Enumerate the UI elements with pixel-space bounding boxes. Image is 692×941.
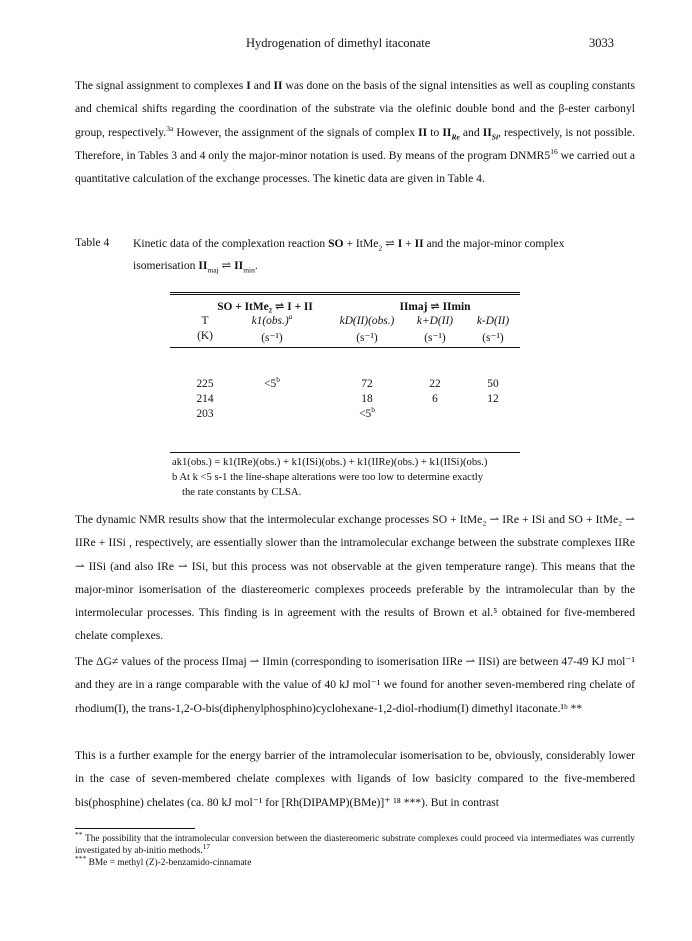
table-top-rule bbox=[170, 292, 520, 293]
table-note-b: b At k <5 s-1 the line-shape alterations were too low to determine exactly bbox=[172, 472, 484, 483]
col-header-T-unit: (K) bbox=[197, 330, 213, 342]
col-header-k1: $k1(obs.)^a$ bbox=[251, 312, 293, 327]
table-note-b-cont: the rate constants by CLSA. bbox=[182, 487, 302, 498]
page-number: 3033 bbox=[589, 36, 614, 50]
col-header-kplus-unit: (s⁻¹) bbox=[424, 332, 446, 344]
table-cell: 18 bbox=[361, 393, 373, 405]
col-header-T: T bbox=[201, 315, 209, 327]
group-header-complexation: SO + ItMe₂ ⇌ I + II bbox=[217, 301, 313, 313]
table-cell: 6 bbox=[432, 393, 438, 405]
col-header-kminus: k-D(II) bbox=[476, 315, 510, 327]
footnote-rule bbox=[75, 828, 195, 829]
table-cell: 22 bbox=[429, 378, 441, 390]
running-title: Hydrogenation of dimethyl itaconate bbox=[246, 36, 431, 50]
col-header-kminus-unit: (s⁻¹) bbox=[482, 332, 504, 344]
paragraph-2: The dynamic NMR results show that the intermolecular exchange processes SO + ItMe₂ ⇀ IRe + ISi and SO + ItMe₂ ⇀ IIRe + IISi , respectively, are essentially slower than the intramolecular exchange between the substrate complexes IIRe ⇀ IISi (and also IRe ⇀ ISi, but this process was not observable at the given temperature range). This means that the major-minor isomerisation of the diastereomeric complexes proceeds preferable by the intramolecular than by the intermolecular processes. This finding is in agreement with the results of Brown et al.⁵ obtained for five-membered chelate complexes. bbox=[75, 513, 635, 643]
table-cell: $<5^b$ bbox=[264, 375, 280, 390]
table-cell: 214 bbox=[196, 393, 214, 405]
table-header-rule bbox=[170, 347, 520, 348]
table-cell: 72 bbox=[361, 378, 373, 390]
table-top-rule-double bbox=[170, 294, 520, 295]
paragraph-3: The ΔG≠ values of the process IImaj ⇀ IImin (corresponding to isomerisation IIRe ⇀ IISi) are between 47-49 KJ mol⁻¹ and they are in a range comparable with the value of 40 kJ mol⁻¹ we found for another seven-membered ring chelate of rhodium(I), the trans-1,2-O-bis(diphenylphosphino)cyclohexane-1,2-diol-rhodium(I) dimethyl itaconate.¹ᵇ ** bbox=[75, 655, 635, 715]
table-cell: 203 bbox=[196, 408, 214, 420]
table-caption-line1: Kinetic data of the complexation reaction SO + ItMe$_2$ ⇌ I + II and the major-minor complex bbox=[133, 237, 565, 253]
table-caption-line2: isomerisation $II_{maj}$ ⇌ $II_{min}$. bbox=[133, 259, 258, 275]
paragraph-1: The signal assignment to complexes I and II was done on the basis of the signal intensities as well as coupling constants and chemical shifts regarding the coordination of the substrate via the olefinic double bond and the β-ester carbonyl group, respectively.$^{3a}$ However, the assignment of the signals of complex II to $II_{Re}$ and $II_{Si}$, respectively, is not possible. Therefore, in Tables 3 and 4 only the major-minor notation is used. By means of the program $DNMR5^{16}$ we carried out a quantitative calculation of the exchange processes. The kinetic data are given in Table 4. bbox=[75, 79, 635, 186]
table-cell: 12 bbox=[487, 393, 499, 405]
table-cell: $<5^b$ bbox=[359, 405, 375, 420]
table-cell: 50 bbox=[487, 378, 499, 390]
table-cell: 225 bbox=[196, 378, 214, 390]
paragraph-4: This is a further example for the energy barrier of the intramolecular isomerisation to be, obviously, considerably lower in the case of seven-membered chelate complexes with ligands of low basicity compared to the five-membered bis(phosphine) chelates (ca. 80 kJ mol⁻¹ for [Rh(DIPAMP)(BMe)]⁺ ¹⁸ ***). But in contrast bbox=[75, 749, 635, 809]
footnote-2: *** BMe = methyl (Z)-2-benzamido-cinnamate bbox=[75, 853, 252, 868]
col-header-kplus: k+D(II) bbox=[416, 315, 454, 327]
col-header-k1-unit: (s⁻¹) bbox=[261, 332, 283, 344]
table-bottom-rule bbox=[170, 452, 520, 453]
group-header-isomerisation: IImaj ⇌ IImin bbox=[399, 301, 471, 313]
table-label: Table 4 bbox=[75, 236, 110, 249]
col-header-kD: kD(II)(obs.) bbox=[339, 315, 395, 327]
footnote-1: ** The possibility that the intramolecular conversion between the diastereomeric substrate complexes could proceed via intermediates was currently investigated by ab-initio methods.$^{17}$ bbox=[75, 829, 635, 856]
col-header-kD-unit: (s⁻¹) bbox=[356, 332, 378, 344]
table-note-a: ak1(obs.) = k1(IRe)(obs.) + k1(ISi)(obs.) + k1(IIRe)(obs.) + k1(IISi)(obs.) bbox=[172, 457, 488, 468]
